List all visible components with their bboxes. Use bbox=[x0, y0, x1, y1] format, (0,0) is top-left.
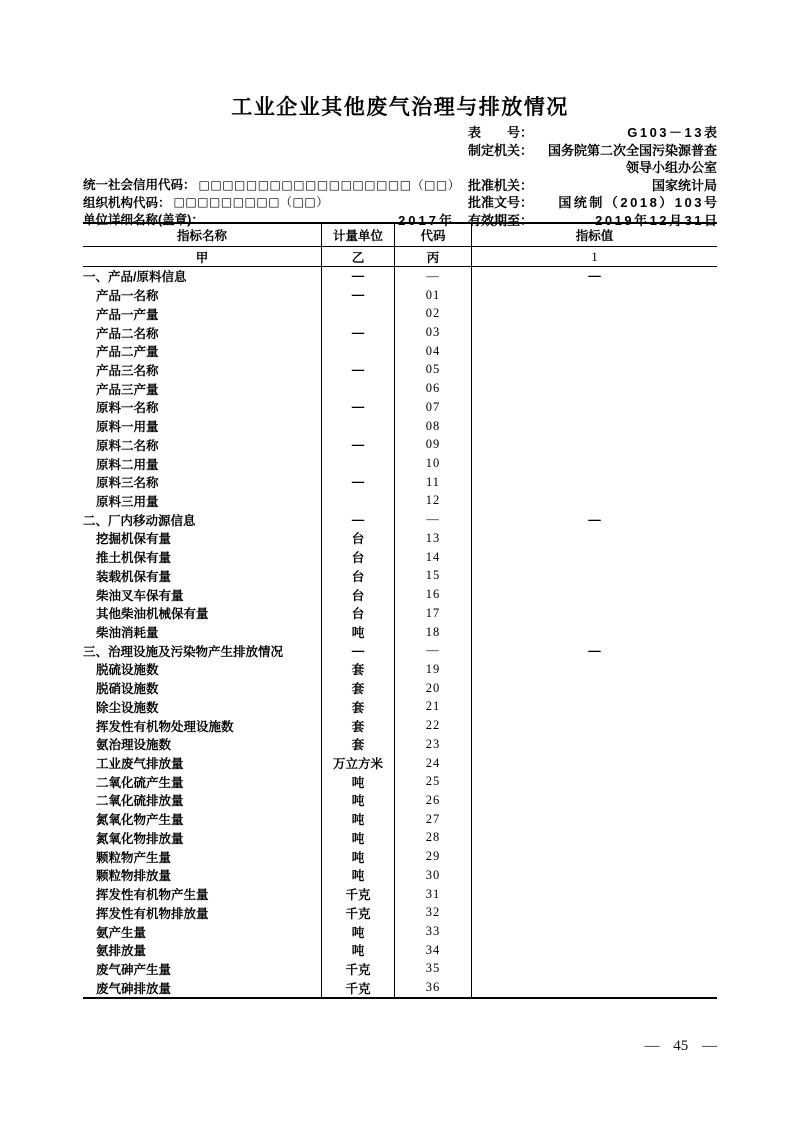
indicator-name-cell: 颗粒物产生量 bbox=[83, 847, 322, 866]
code-cell: 05 bbox=[395, 361, 472, 380]
unit-cell: 台 bbox=[322, 585, 395, 604]
table-row bbox=[83, 903, 717, 922]
approving-agency-value: 国家统计局 bbox=[651, 177, 717, 193]
code-cell: 19 bbox=[395, 660, 472, 679]
table-row bbox=[83, 960, 717, 979]
indicator-name-cell: 颗粒物排放量 bbox=[83, 866, 322, 885]
table-row bbox=[83, 379, 717, 398]
unit-cell bbox=[322, 492, 395, 511]
table-row bbox=[83, 866, 717, 885]
indicator-name-cell: 挥发性有机物排放量 bbox=[83, 903, 322, 922]
table-header-row bbox=[83, 224, 717, 247]
table-row bbox=[83, 342, 717, 361]
table-row bbox=[83, 361, 717, 380]
code-cell: 03 bbox=[395, 323, 472, 342]
unit-cell: 吨 bbox=[322, 810, 395, 829]
org-code-boxes: □□□□□□□□□（□□） bbox=[173, 195, 329, 209]
unit-cell: 吨 bbox=[322, 941, 395, 960]
unit-cell: 套 bbox=[322, 660, 395, 679]
code-cell: 11 bbox=[395, 473, 472, 492]
column-header-indicator-name: 指标名称 bbox=[83, 224, 322, 246]
indicator-name-cell: 原料二名称 bbox=[83, 435, 322, 454]
unit-cell: — bbox=[322, 361, 395, 380]
column-header-value: 指标值 bbox=[575, 229, 614, 243]
indicator-name-cell: 产品二产量 bbox=[83, 342, 322, 361]
value-cell bbox=[472, 679, 717, 698]
value-cell bbox=[472, 829, 717, 848]
approval-doc-value: 国统制（2018）103号 bbox=[558, 195, 720, 210]
column-header-unit: 计量单位 bbox=[322, 224, 395, 246]
table-row bbox=[83, 978, 717, 997]
value-cell bbox=[472, 548, 717, 567]
table-row bbox=[83, 623, 717, 642]
unit-cell: — bbox=[322, 641, 395, 660]
unit-cell bbox=[322, 342, 395, 361]
report-year: 2017年 bbox=[398, 212, 455, 228]
unit-cell: 吨 bbox=[322, 829, 395, 848]
unit-cell: 台 bbox=[322, 529, 395, 548]
table-row bbox=[83, 941, 717, 960]
value-cell bbox=[472, 361, 717, 380]
indicator-name-cell: 挥发性有机物处理设施数 bbox=[83, 716, 322, 735]
issuing-agency-value-line2: 领导小组办公室 bbox=[625, 160, 717, 175]
indicator-name-cell: 原料三用量 bbox=[83, 492, 322, 511]
unit-cell: — bbox=[322, 473, 395, 492]
indicator-name-cell: 产品三产量 bbox=[83, 379, 322, 398]
unit-cell: 吨 bbox=[322, 866, 395, 885]
code-cell: 24 bbox=[395, 754, 472, 773]
value-cell: — bbox=[588, 512, 601, 527]
code-cell: 26 bbox=[395, 791, 472, 810]
subheader-jia: 甲 bbox=[83, 247, 322, 266]
value-cell bbox=[472, 960, 717, 979]
table-row bbox=[83, 454, 717, 473]
table-row bbox=[83, 679, 717, 698]
value-cell bbox=[472, 342, 717, 361]
indicator-name-cell: 废气砷产生量 bbox=[83, 960, 322, 979]
value-cell bbox=[472, 885, 717, 904]
indicator-name-cell: 除尘设施数 bbox=[83, 698, 322, 717]
indicator-name-cell: 氨治理设施数 bbox=[83, 735, 322, 754]
code-cell: 07 bbox=[395, 398, 472, 417]
value-cell bbox=[472, 660, 717, 679]
indicator-name-cell: 挖掘机保有量 bbox=[83, 529, 322, 548]
code-cell: 15 bbox=[395, 567, 472, 586]
table-row bbox=[83, 829, 717, 848]
table-row bbox=[83, 641, 717, 660]
table-row bbox=[83, 810, 717, 829]
meta-row-issuing-agency-cont bbox=[468, 158, 717, 175]
indicator-name-cell: 二氧化硫产生量 bbox=[83, 772, 322, 791]
unit-cell: 吨 bbox=[322, 772, 395, 791]
code-cell: 35 bbox=[395, 960, 472, 979]
value-cell bbox=[472, 398, 717, 417]
value-cell bbox=[472, 454, 717, 473]
code-cell: 12 bbox=[395, 492, 472, 511]
table-row bbox=[83, 286, 717, 305]
table-row bbox=[83, 417, 717, 436]
value-cell: — bbox=[588, 643, 601, 658]
code-cell: 36 bbox=[395, 978, 472, 997]
value-cell bbox=[472, 585, 717, 604]
value-cell bbox=[472, 941, 717, 960]
code-cell: 14 bbox=[395, 548, 472, 567]
indicator-name-cell: 脱硝设施数 bbox=[83, 679, 322, 698]
table-row bbox=[83, 567, 717, 586]
indicator-name-cell: 挥发性有机物产生量 bbox=[83, 885, 322, 904]
unit-cell: 台 bbox=[322, 604, 395, 623]
value-cell bbox=[472, 698, 717, 717]
value-cell bbox=[472, 810, 717, 829]
table-row bbox=[83, 698, 717, 717]
meta-row-approving-agency bbox=[468, 176, 717, 193]
indicator-name-cell: 柴油叉车保有量 bbox=[83, 585, 322, 604]
indicator-name-cell: 原料三名称 bbox=[83, 473, 322, 492]
value-cell bbox=[472, 567, 717, 586]
approval-doc-label: 批准文号： bbox=[468, 195, 534, 210]
value-cell bbox=[472, 379, 717, 398]
indicator-name-cell: 三、治理设施及污染物产生排放情况 bbox=[83, 641, 322, 660]
unit-cell: — bbox=[322, 435, 395, 454]
value-cell bbox=[472, 754, 717, 773]
value-cell: — bbox=[588, 269, 601, 284]
code-cell: 31 bbox=[395, 885, 472, 904]
table-row bbox=[83, 435, 717, 454]
code-cell: — bbox=[395, 267, 472, 286]
unit-cell bbox=[322, 454, 395, 473]
form-number-value: G103－13表 bbox=[627, 125, 720, 140]
table-row bbox=[83, 716, 717, 735]
indicator-name-cell: 二氧化硫排放量 bbox=[83, 791, 322, 810]
org-code-label: 组织机构代码： bbox=[83, 195, 171, 210]
unit-cell: 台 bbox=[322, 548, 395, 567]
unit-cell bbox=[322, 379, 395, 398]
code-cell: 13 bbox=[395, 529, 472, 548]
unit-cell: 套 bbox=[322, 679, 395, 698]
approving-agency-label: 批准机关： bbox=[468, 177, 534, 193]
code-cell: 02 bbox=[395, 304, 472, 323]
table-row bbox=[83, 529, 717, 548]
indicator-name-cell: 原料二用量 bbox=[83, 454, 322, 473]
table-row bbox=[83, 398, 717, 417]
meta-row-issuing-agency bbox=[468, 141, 717, 158]
code-cell: 06 bbox=[395, 379, 472, 398]
table-row bbox=[83, 304, 717, 323]
valid-until-value: 2019年12月31日 bbox=[595, 212, 720, 228]
subheader-1: 1 bbox=[591, 248, 598, 264]
subheader-yi: 乙 bbox=[322, 247, 395, 266]
unit-cell: 千克 bbox=[322, 960, 395, 979]
unit-cell: — bbox=[322, 323, 395, 342]
org-code-line bbox=[83, 193, 329, 210]
table-row bbox=[83, 660, 717, 679]
table-row bbox=[83, 473, 717, 492]
meta-row-form-number bbox=[468, 123, 720, 140]
unit-name-label: 单位详细名称(盖章)： bbox=[83, 213, 204, 227]
credit-code-label: 统一社会信用代码： bbox=[83, 178, 196, 192]
value-cell bbox=[472, 623, 717, 642]
code-cell: 08 bbox=[395, 417, 472, 436]
unit-cell: 千克 bbox=[322, 903, 395, 922]
code-cell: 27 bbox=[395, 810, 472, 829]
value-cell bbox=[472, 435, 717, 454]
code-cell: 23 bbox=[395, 735, 472, 754]
page-number: — 45 — bbox=[644, 1038, 717, 1054]
unit-cell: — bbox=[322, 398, 395, 417]
form-number-label: 表 号： bbox=[468, 125, 534, 140]
table-row bbox=[83, 267, 717, 286]
unit-cell: 吨 bbox=[322, 623, 395, 642]
credit-code-boxes: □□□□□□□□□□□□□□□□□□（□□） bbox=[198, 177, 461, 192]
code-cell: 30 bbox=[395, 866, 472, 885]
code-cell: 33 bbox=[395, 922, 472, 941]
table-row bbox=[83, 323, 717, 342]
value-cell bbox=[472, 286, 717, 305]
credit-code-line bbox=[83, 176, 460, 193]
value-cell bbox=[472, 903, 717, 922]
table-row bbox=[83, 604, 717, 623]
indicator-name-cell: 原料一用量 bbox=[83, 417, 322, 436]
unit-cell: 台 bbox=[322, 567, 395, 586]
code-cell: 21 bbox=[395, 698, 472, 717]
value-cell bbox=[472, 492, 717, 511]
indicator-name-cell: 产品一名称 bbox=[83, 286, 322, 305]
code-cell: 25 bbox=[395, 772, 472, 791]
unit-cell: 吨 bbox=[322, 791, 395, 810]
value-cell bbox=[472, 922, 717, 941]
indicator-name-cell: 一、产品/原料信息 bbox=[83, 267, 322, 286]
unit-cell: 千克 bbox=[322, 885, 395, 904]
unit-cell: 吨 bbox=[322, 922, 395, 941]
table-row bbox=[83, 922, 717, 941]
indicator-name-cell: 推土机保有量 bbox=[83, 548, 322, 567]
table-row bbox=[83, 847, 717, 866]
code-cell: — bbox=[395, 641, 472, 660]
indicator-name-cell: 废气砷排放量 bbox=[83, 978, 322, 997]
unit-cell: — bbox=[322, 510, 395, 529]
table-row bbox=[83, 791, 717, 810]
value-cell bbox=[472, 716, 717, 735]
indicator-name-cell: 氨排放量 bbox=[83, 941, 322, 960]
indicator-name-cell: 产品一产量 bbox=[83, 304, 322, 323]
code-cell: 09 bbox=[395, 435, 472, 454]
indicator-table bbox=[83, 222, 717, 999]
unit-cell: 万立方米 bbox=[322, 754, 395, 773]
issuing-agency-value: 国务院第二次全国污染源普查 bbox=[547, 142, 717, 158]
value-cell bbox=[472, 772, 717, 791]
value-cell bbox=[472, 847, 717, 866]
unit-cell: 套 bbox=[322, 698, 395, 717]
indicator-name-cell: 原料一名称 bbox=[83, 398, 322, 417]
code-cell: 01 bbox=[395, 286, 472, 305]
subheader-bing: 丙 bbox=[395, 247, 472, 266]
table-row bbox=[83, 585, 717, 604]
unit-cell bbox=[322, 304, 395, 323]
unit-cell: 吨 bbox=[322, 847, 395, 866]
indicator-name-cell: 氮氧化物排放量 bbox=[83, 829, 322, 848]
unit-cell: — bbox=[322, 267, 395, 286]
table-row bbox=[83, 492, 717, 511]
code-cell: 28 bbox=[395, 829, 472, 848]
table-subheader-row bbox=[83, 247, 717, 267]
code-cell: 32 bbox=[395, 903, 472, 922]
indicator-name-cell: 其他柴油机械保有量 bbox=[83, 604, 322, 623]
column-header-code: 代码 bbox=[395, 224, 472, 246]
unit-cell: — bbox=[322, 286, 395, 305]
value-cell bbox=[472, 417, 717, 436]
unit-cell: 套 bbox=[322, 735, 395, 754]
indicator-name-cell: 二、厂内移动源信息 bbox=[83, 510, 322, 529]
unit-cell: 套 bbox=[322, 716, 395, 735]
indicator-name-cell: 柴油消耗量 bbox=[83, 623, 322, 642]
value-cell bbox=[472, 735, 717, 754]
meta-row-approval-doc bbox=[468, 193, 720, 210]
code-cell: — bbox=[395, 510, 472, 529]
value-cell bbox=[472, 791, 717, 810]
code-cell: 18 bbox=[395, 623, 472, 642]
code-cell: 29 bbox=[395, 847, 472, 866]
unit-cell bbox=[322, 417, 395, 436]
unit-cell: 千克 bbox=[322, 978, 395, 997]
table-row bbox=[83, 772, 717, 791]
value-cell bbox=[472, 866, 717, 885]
table-row bbox=[83, 735, 717, 754]
code-cell: 20 bbox=[395, 679, 472, 698]
table-row bbox=[83, 548, 717, 567]
value-cell bbox=[472, 978, 717, 997]
indicator-name-cell: 工业废气排放量 bbox=[83, 754, 322, 773]
indicator-name-cell: 产品三名称 bbox=[83, 361, 322, 380]
code-cell: 10 bbox=[395, 454, 472, 473]
code-cell: 04 bbox=[395, 342, 472, 361]
issuing-agency-label: 制定机关： bbox=[468, 142, 534, 158]
code-cell: 34 bbox=[395, 941, 472, 960]
indicator-name-cell: 氨产生量 bbox=[83, 922, 322, 941]
value-cell bbox=[472, 304, 717, 323]
code-cell: 22 bbox=[395, 716, 472, 735]
table-row bbox=[83, 754, 717, 773]
page-title: 工业企业其他废气治理与排放情况 bbox=[231, 96, 569, 119]
indicator-name-cell: 产品二名称 bbox=[83, 323, 322, 342]
valid-until-label: 有效期至： bbox=[468, 212, 534, 228]
indicator-name-cell: 脱硫设施数 bbox=[83, 660, 322, 679]
value-cell bbox=[472, 604, 717, 623]
indicator-name-cell: 氮氧化物产生量 bbox=[83, 810, 322, 829]
table-body bbox=[83, 267, 717, 997]
value-cell bbox=[472, 323, 717, 342]
table-row bbox=[83, 885, 717, 904]
indicator-name-cell: 装载机保有量 bbox=[83, 567, 322, 586]
value-cell bbox=[472, 529, 717, 548]
code-cell: 16 bbox=[395, 585, 472, 604]
code-cell: 17 bbox=[395, 604, 472, 623]
table-row bbox=[83, 510, 717, 529]
value-cell bbox=[472, 473, 717, 492]
